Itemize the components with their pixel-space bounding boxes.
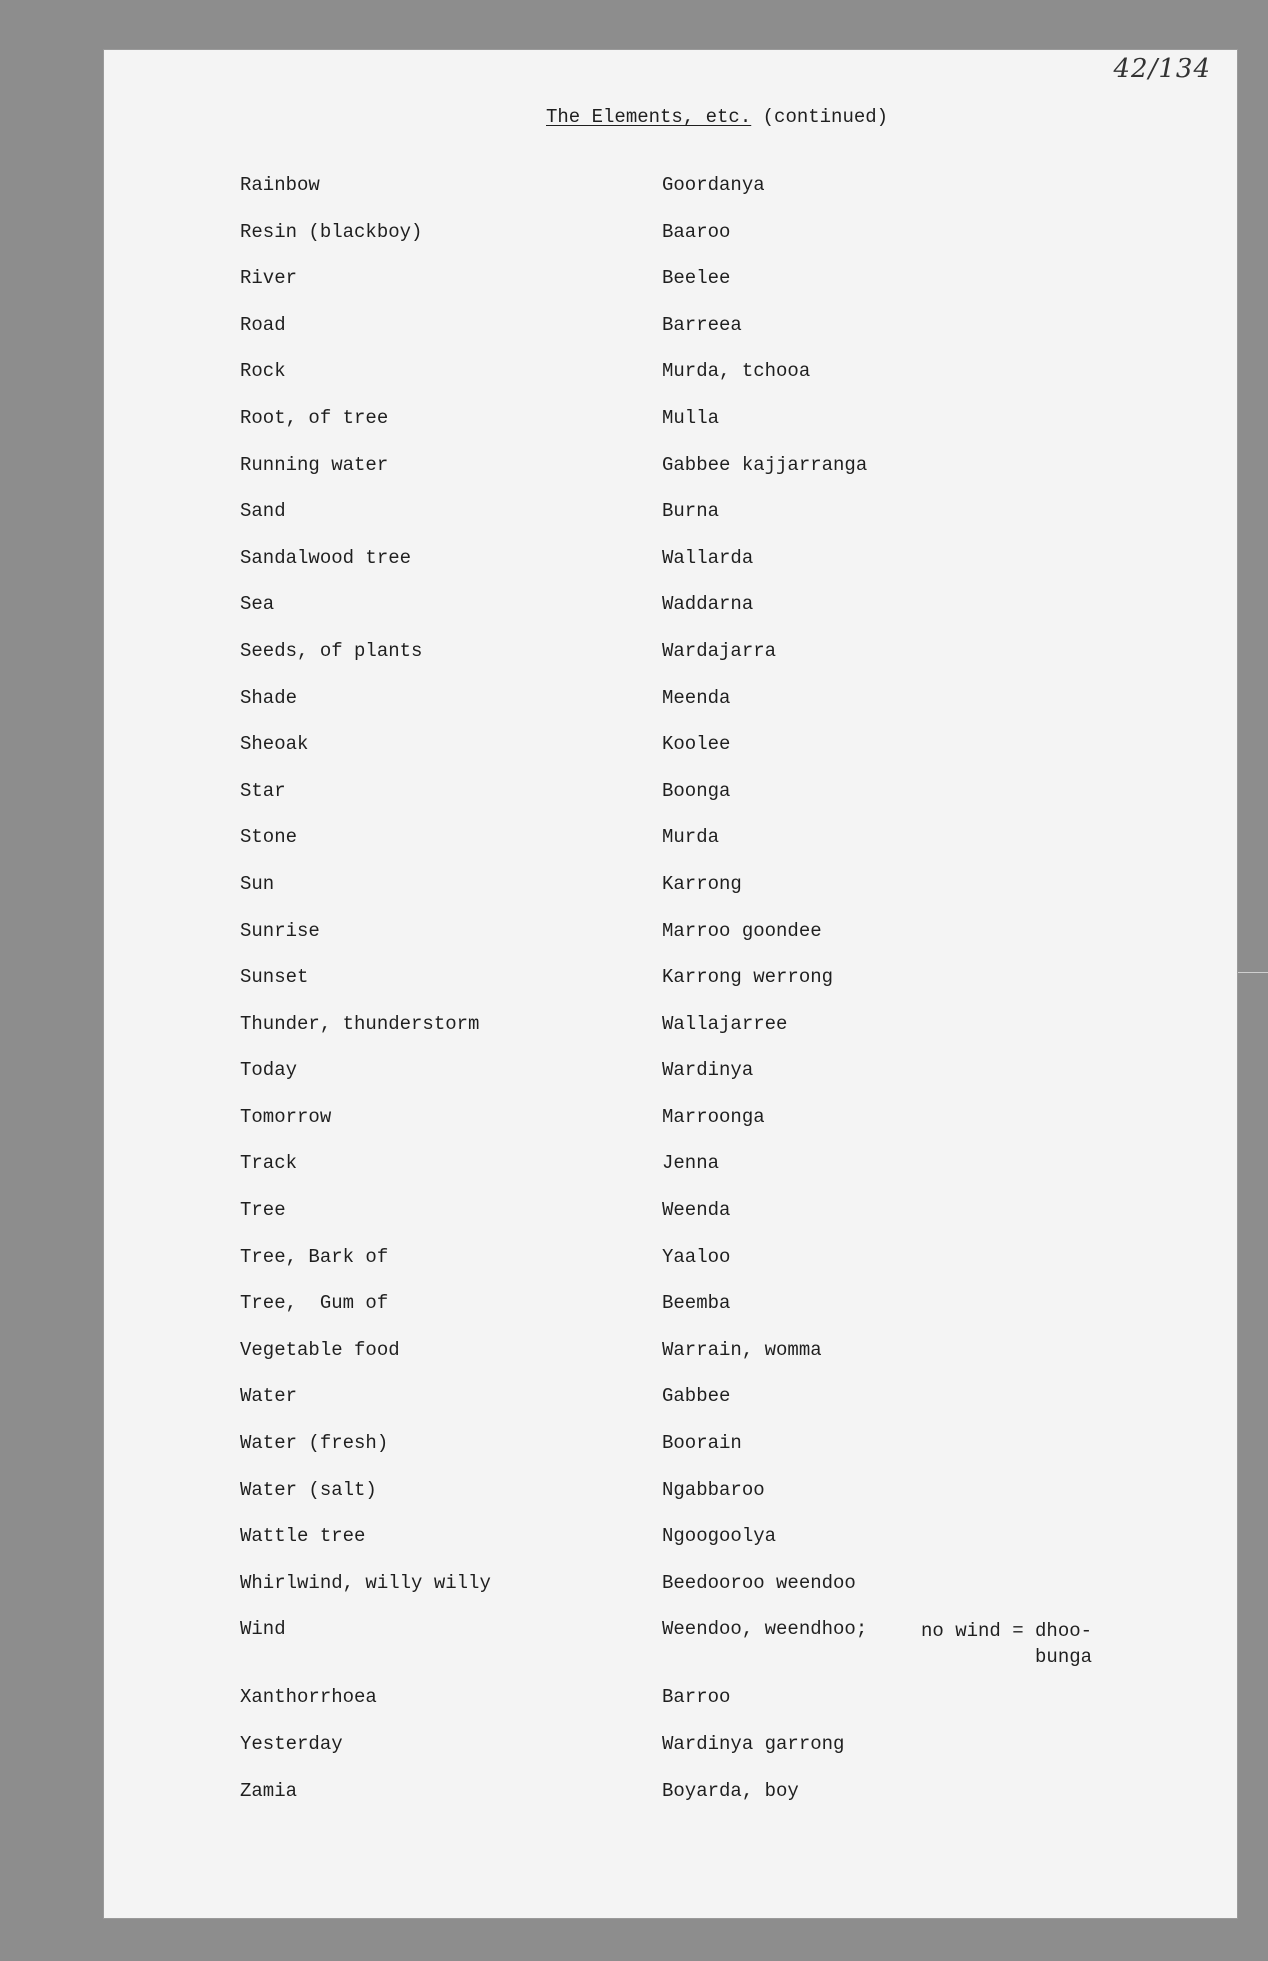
list-item bbox=[104, 267, 1237, 314]
aboriginal-term: Meenda bbox=[662, 686, 731, 709]
english-term: Thunder, thunderstorm bbox=[240, 1012, 480, 1035]
english-term: River bbox=[240, 267, 298, 290]
aboriginal-term: Weendoo, weendhoo; bbox=[662, 1618, 868, 1641]
list-item bbox=[104, 1339, 1237, 1386]
aboriginal-term: Baaroo bbox=[662, 220, 731, 243]
aboriginal-term: Boorain bbox=[662, 1432, 742, 1455]
list-item bbox=[104, 873, 1237, 920]
list-item bbox=[104, 314, 1237, 361]
page-number: 42/134 bbox=[1113, 54, 1211, 84]
english-term: Water (salt) bbox=[240, 1478, 377, 1501]
list-item bbox=[104, 1106, 1237, 1153]
list-item bbox=[104, 920, 1237, 967]
list-item bbox=[104, 1618, 1237, 1686]
aboriginal-term: Beedooroo weendoo bbox=[662, 1571, 856, 1594]
aboriginal-term: Burna bbox=[662, 500, 720, 523]
english-term: Xanthorrhoea bbox=[240, 1686, 377, 1709]
list-item bbox=[104, 500, 1237, 547]
page-title bbox=[546, 106, 888, 128]
list-item bbox=[104, 687, 1237, 734]
list-item bbox=[104, 1780, 1237, 1827]
list-item bbox=[104, 780, 1237, 827]
list-item bbox=[104, 733, 1237, 780]
wind-note-line-1: no wind = dhoo- bbox=[921, 1620, 1093, 1643]
wind-note bbox=[921, 1618, 1092, 1670]
english-term: Wattle tree bbox=[240, 1525, 366, 1548]
wind-note-line-2: bunga bbox=[1035, 1646, 1093, 1669]
aboriginal-term: Boonga bbox=[662, 779, 731, 802]
english-term: Seeds, of plants bbox=[240, 639, 423, 662]
english-term: Resin (blackboy) bbox=[240, 220, 423, 243]
aboriginal-term: Barroo bbox=[662, 1686, 731, 1709]
list-item bbox=[104, 1525, 1237, 1572]
list-item bbox=[104, 593, 1237, 640]
english-term: Tree, Bark of bbox=[240, 1245, 389, 1268]
list-item bbox=[104, 1432, 1237, 1479]
list-item bbox=[104, 1199, 1237, 1246]
list-item bbox=[104, 1572, 1237, 1619]
aboriginal-term: Yaaloo bbox=[662, 1245, 731, 1268]
english-term: Sunrise bbox=[240, 919, 320, 942]
english-term: Water (fresh) bbox=[240, 1432, 389, 1455]
aboriginal-term: Beelee bbox=[662, 267, 731, 290]
list-item bbox=[104, 454, 1237, 501]
aboriginal-term: Marroonga bbox=[662, 1105, 765, 1128]
aboriginal-term: Wallarda bbox=[662, 546, 754, 569]
english-term: Vegetable food bbox=[240, 1338, 400, 1361]
english-term: Sea bbox=[240, 593, 275, 616]
list-item bbox=[104, 1479, 1237, 1526]
list-item bbox=[104, 221, 1237, 268]
english-term: Tree bbox=[240, 1199, 286, 1222]
aboriginal-term: Karrong werrong bbox=[662, 966, 834, 989]
english-term: Sunset bbox=[240, 966, 309, 989]
english-term: Sun bbox=[240, 872, 275, 895]
english-term: Yesterday bbox=[240, 1733, 343, 1755]
english-term: Rock bbox=[240, 360, 286, 383]
english-term: Star bbox=[240, 779, 286, 802]
aboriginal-term: Gabbee kajjarranga bbox=[662, 453, 868, 476]
english-term: Today bbox=[240, 1059, 298, 1082]
vocabulary-list bbox=[104, 174, 1237, 1826]
aboriginal-term: Koolee bbox=[662, 733, 731, 756]
aboriginal-term: Wardajarra bbox=[662, 639, 777, 662]
list-item bbox=[104, 640, 1237, 687]
title-suffix: (continued) bbox=[751, 106, 889, 128]
document-page bbox=[104, 50, 1237, 1918]
list-item bbox=[104, 966, 1237, 1013]
aboriginal-term: Beemba bbox=[662, 1292, 731, 1315]
scan-edge-mark bbox=[1238, 972, 1268, 973]
aboriginal-term: Murda bbox=[662, 826, 720, 849]
english-term: Sandalwood tree bbox=[240, 546, 412, 569]
list-item bbox=[104, 1152, 1237, 1199]
aboriginal-term: Wardinya garrong bbox=[662, 1733, 845, 1755]
english-term: Tree, Gum of bbox=[240, 1292, 389, 1315]
english-term: Shade bbox=[240, 686, 298, 709]
aboriginal-term: Mulla bbox=[662, 406, 720, 429]
english-term: Road bbox=[240, 313, 286, 336]
aboriginal-term: Waddarna bbox=[662, 593, 754, 616]
list-item bbox=[104, 360, 1237, 407]
aboriginal-term: Wardinya bbox=[662, 1059, 754, 1082]
aboriginal-term: Weenda bbox=[662, 1199, 731, 1222]
aboriginal-term: Marroo goondee bbox=[662, 919, 822, 942]
list-item bbox=[104, 1733, 1237, 1780]
english-term: Wind bbox=[240, 1618, 286, 1641]
english-term: Track bbox=[240, 1152, 298, 1175]
english-term: Zamia bbox=[240, 1779, 298, 1802]
aboriginal-term: Karrong bbox=[662, 872, 742, 895]
english-term: Whirlwind, willy willy bbox=[240, 1571, 491, 1594]
list-item bbox=[104, 1292, 1237, 1339]
aboriginal-term: Ngabbaroo bbox=[662, 1478, 765, 1501]
list-item bbox=[104, 547, 1237, 594]
list-item bbox=[104, 1059, 1237, 1106]
title-main: The Elements, etc. bbox=[546, 106, 752, 128]
aboriginal-term: Barreea bbox=[662, 313, 742, 336]
list-item bbox=[104, 1246, 1237, 1293]
aboriginal-term: Boyarda, boy bbox=[662, 1779, 799, 1802]
list-item bbox=[104, 407, 1237, 454]
aboriginal-term: Murda, tchooa bbox=[662, 360, 811, 383]
english-term: Running water bbox=[240, 453, 389, 476]
aboriginal-term: Wallajarree bbox=[662, 1012, 788, 1035]
english-term: Sheoak bbox=[240, 733, 309, 756]
aboriginal-term: Warrain, womma bbox=[662, 1338, 822, 1361]
list-item bbox=[104, 174, 1237, 221]
list-item bbox=[104, 1385, 1237, 1432]
english-term: Tomorrow bbox=[240, 1105, 332, 1128]
list-item bbox=[104, 826, 1237, 873]
aboriginal-term: Jenna bbox=[662, 1152, 720, 1175]
list-item bbox=[104, 1686, 1237, 1733]
aboriginal-term: Goordanya bbox=[662, 174, 765, 196]
aboriginal-term: Gabbee bbox=[662, 1385, 731, 1408]
english-term: Sand bbox=[240, 500, 286, 523]
english-term: Water bbox=[240, 1385, 298, 1408]
aboriginal-term: Ngoogoolya bbox=[662, 1525, 777, 1548]
english-term: Stone bbox=[240, 826, 298, 849]
list-item bbox=[104, 1013, 1237, 1060]
english-term: Rainbow bbox=[240, 174, 320, 196]
english-term: Root, of tree bbox=[240, 406, 389, 429]
